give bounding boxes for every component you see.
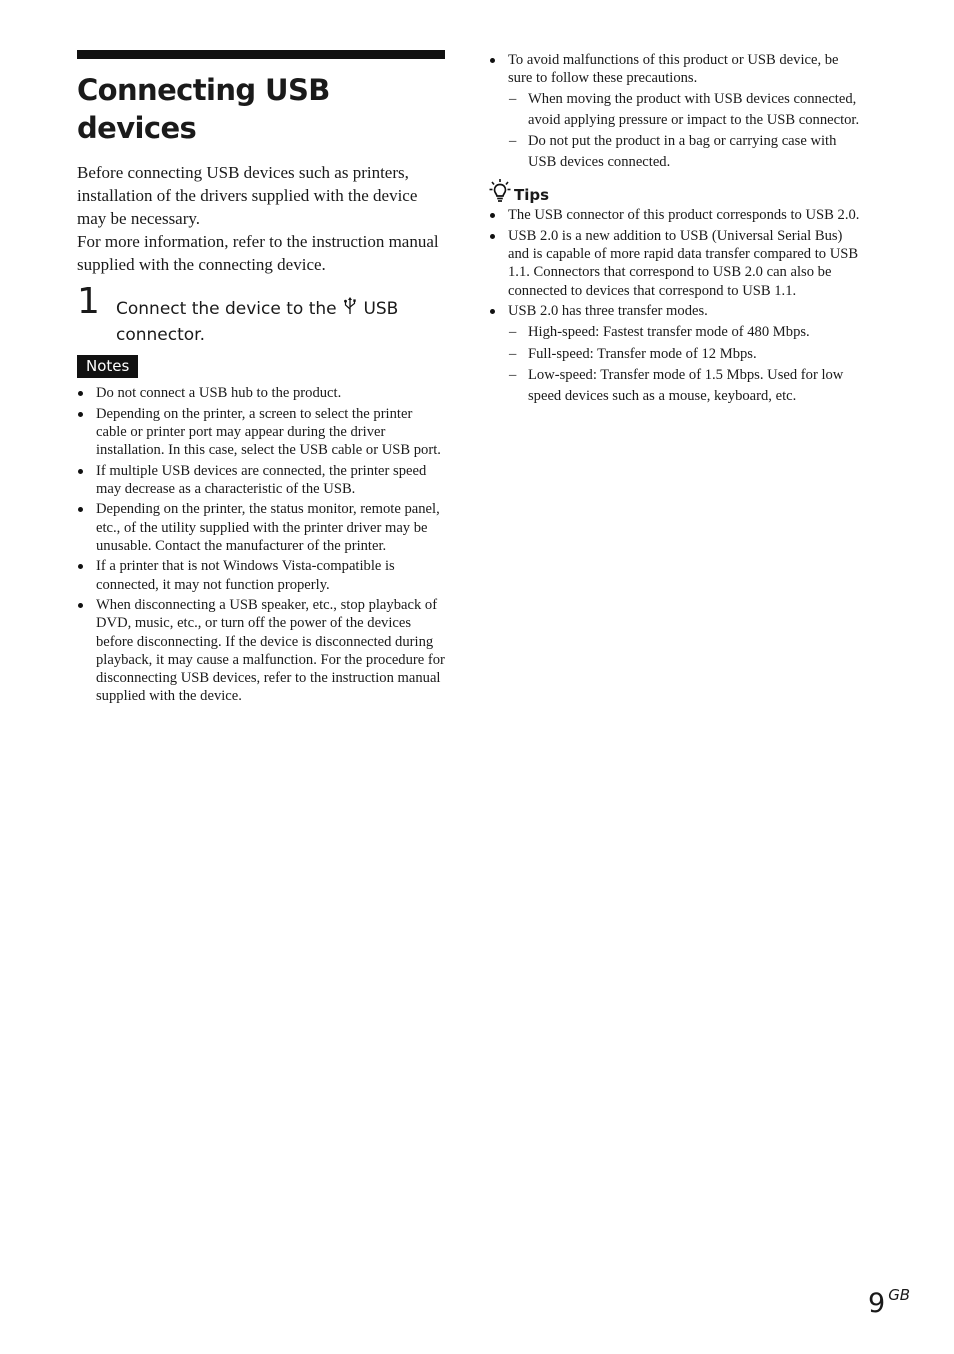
bullet-icon — [78, 603, 83, 608]
list-item: To avoid malfunctions of this product or USB device, be sure to follow these precautions. – When moving the product with USB devices connected, avoid applying pressure or impact to the USB connector. – Do not put the product in a bag or carrying case with USB devices connected. — [489, 51, 861, 172]
transfer-modes-sublist — [508, 322, 861, 406]
lightbulb-icon — [489, 178, 511, 204]
tips-heading — [489, 178, 861, 204]
step-number: 1 — [77, 281, 100, 322]
step-instruction — [116, 296, 436, 348]
list-item: USB 2.0 has three transfer modes. – High-speed: Fastest transfer mode of 480 Mbps. – Full-speed: Transfer mode of 12 Mbps. – Low-speed: Transfer mode of 1.5 Mbps. Used for low speed devices such as a mouse, keyboard, etc. — [489, 302, 861, 406]
page-number: 9 — [868, 1288, 886, 1319]
notes-badge: Notes — [77, 355, 138, 378]
bullet-icon — [78, 564, 83, 569]
precaution-list — [489, 51, 861, 172]
sub-list-item: – Do not put the product in a bag or carrying case with USB devices connected. — [509, 133, 837, 170]
list-item: Depending on the printer, the status monitor, remote panel, etc., of the utility supplied with the printer driver may be unusable. Contact the manufacturer of the printer. — [77, 500, 445, 555]
tips-list — [489, 206, 861, 406]
bullet-icon — [490, 309, 495, 314]
precaution-sublist — [508, 89, 861, 172]
sub-list-item: – Low-speed: Transfer mode of 1.5 Mbps. Used for low speed devices such as a mouse, keyboard, etc. — [509, 367, 844, 404]
notes-list — [77, 384, 445, 705]
step-text-after: USB connector. — [116, 299, 399, 345]
intro-paragraph-2: For more information, refer to the instruction manual supplied with the connecting device. — [77, 232, 439, 274]
page-footer — [868, 1286, 910, 1319]
page-title: Connecting USB devices — [77, 73, 330, 145]
bullet-icon — [78, 391, 83, 396]
sub-list-item: – High-speed: Fastest transfer mode of 480 Mbps. — [509, 324, 810, 341]
list-item: Depending on the printer, a screen to select the printer cable or printer port may appear during the driver installation. In this case, select the USB cable or USB port. — [77, 405, 445, 460]
bullet-icon — [490, 234, 495, 239]
intro-paragraph-1: Before connecting USB devices such as printers, installation of the drivers supplied with the device may be necessary. — [77, 163, 418, 228]
usb-icon — [344, 297, 356, 315]
bullet-icon — [490, 213, 495, 218]
tips-label: Tips — [514, 186, 550, 205]
bullet-icon — [78, 412, 83, 417]
bullet-icon — [78, 507, 83, 512]
list-item: USB 2.0 is a new addition to USB (Universal Serial Bus) and is capable of more rapid data transfer compared to USB 1.1. Connectors that correspond to USB 2.0 can also be connected to devices that correspond to USB 1.1. — [489, 227, 861, 300]
list-item: Do not connect a USB hub to the product. — [77, 384, 445, 402]
page-suffix: GB — [888, 1286, 911, 1304]
list-item: If a printer that is not Windows Vista-compatible is connected, it may not function properly. — [77, 557, 445, 593]
list-item: When disconnecting a USB speaker, etc., stop playback of DVD, music, etc., or turn off the power of the devices before disconnecting. If the device is disconnected during playback, it may cause a malfunction. For the procedure for disconnecting USB devices, refer to the instruction manual supplied with the device. — [77, 596, 445, 705]
step-1 — [77, 281, 445, 348]
left-column — [77, 50, 445, 708]
sub-list-item: – When moving the product with USB devices connected, avoid applying pressure or impact to the USB connector. — [509, 91, 860, 128]
sub-list-item: – Full-speed: Transfer mode of 12 Mbps. — [509, 345, 757, 362]
list-item: If multiple USB devices are connected, the printer speed may decrease as a characteristic of the USB. — [77, 462, 445, 498]
list-item: The USB connector of this product corresponds to USB 2.0. — [489, 206, 861, 224]
bullet-icon — [490, 58, 495, 63]
right-column — [489, 50, 861, 409]
title-rule — [77, 50, 445, 59]
step-text-before: Connect the device to the — [116, 299, 337, 319]
bullet-icon — [78, 469, 83, 474]
